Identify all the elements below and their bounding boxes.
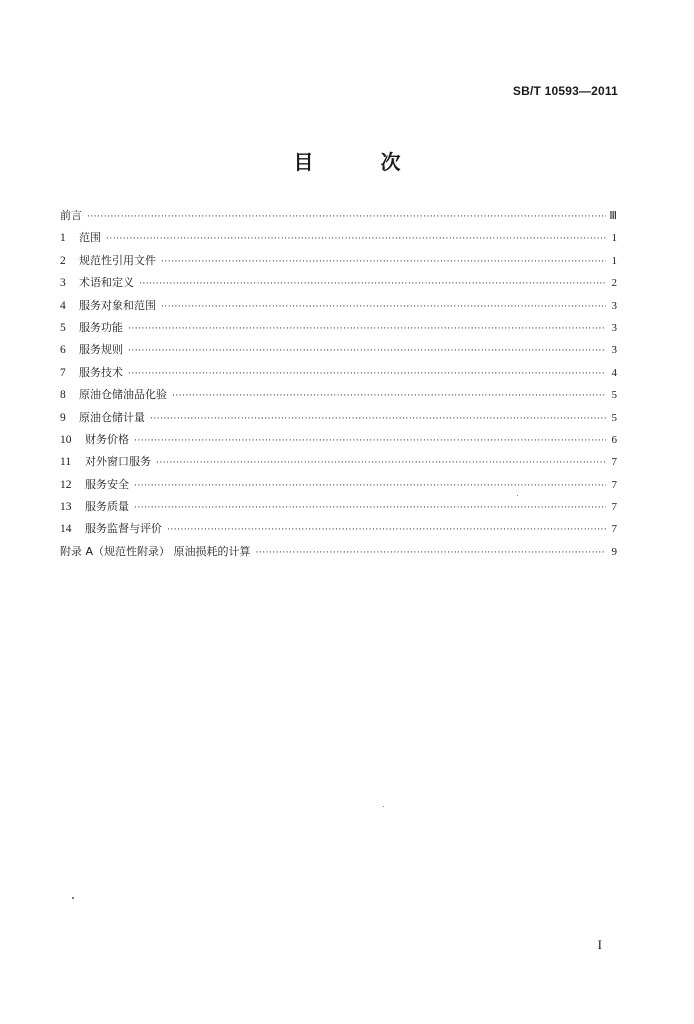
toc-entry-label: 范围	[79, 231, 101, 245]
toc-leader-dots	[167, 519, 606, 541]
toc-entry-page: 7	[611, 478, 617, 491]
toc-entry-page: 7	[611, 501, 617, 514]
toc-entry-page: 1	[611, 232, 617, 245]
toc-entry-number: 6	[60, 344, 66, 357]
page-title: 目 次	[293, 150, 431, 174]
toc-entry-page: 7	[611, 523, 617, 536]
toc-entry[interactable]	[60, 496, 617, 518]
toc-entry[interactable]	[60, 384, 617, 406]
toc-entry-number: 9	[60, 411, 66, 424]
toc-entry-label: 服务功能	[79, 320, 123, 334]
toc-entry[interactable]	[60, 429, 617, 451]
scan-speck	[383, 806, 384, 807]
toc-entry-label: 对外窗口服务	[85, 455, 151, 469]
toc-entry-label: 服务质量	[85, 500, 129, 514]
toc-entry-label: 规范性引用文件	[79, 253, 156, 267]
toc-entry[interactable]	[60, 407, 617, 429]
toc-entry-page: 3	[611, 344, 617, 357]
toc-entry-page: 3	[611, 321, 617, 334]
toc-entry-page: 5	[611, 389, 617, 402]
toc-leader-dots	[134, 497, 606, 519]
toc-leader-dots	[106, 228, 606, 250]
toc-entry-page: 9	[611, 545, 617, 558]
toc-leader-dots	[256, 542, 606, 564]
toc-entry-label: 服务监督与评价	[85, 522, 162, 536]
toc-leader-dots	[161, 296, 606, 318]
toc-entry[interactable]	[60, 250, 617, 272]
toc-entry-label: 服务规则	[79, 343, 123, 357]
toc-entry-number: 3	[60, 277, 66, 290]
toc-entry-label: 原油仓储油品化验	[79, 388, 167, 402]
toc-leader-dots	[172, 385, 606, 407]
toc-entry-number: 4	[60, 299, 66, 312]
toc-leader-dots	[128, 318, 606, 340]
toc-entry-foreword[interactable]	[60, 205, 617, 227]
toc-entry-number: 11	[60, 456, 72, 469]
toc-entry[interactable]	[60, 362, 617, 384]
toc-leader-dots	[134, 430, 606, 452]
toc-entry-label: 服务安全	[85, 477, 129, 491]
toc-leader-dots	[156, 452, 606, 474]
toc-entry-label: 服务对象和范围	[79, 298, 156, 312]
toc-entry-number: 10	[60, 433, 72, 446]
standard-code: SB/T 10593—2011	[512, 84, 618, 98]
toc-entry-page: 7	[611, 456, 617, 469]
toc-entry-label: 术语和定义	[79, 276, 134, 290]
toc-leader-dots	[134, 475, 606, 497]
toc-entry-page: 6	[611, 433, 617, 446]
toc-entry-number: 5	[60, 321, 66, 334]
toc-entry[interactable]	[60, 474, 617, 496]
toc-entry-label: 附录 A（规范性附录） 原油损耗的计算	[60, 544, 251, 558]
toc-entry[interactable]	[60, 317, 617, 339]
toc-leader-dots	[150, 408, 606, 430]
toc-entry-label: 服务技术	[79, 365, 123, 379]
toc-leader-dots	[161, 251, 606, 273]
toc-entry-label: 前言	[60, 209, 82, 222]
toc-entry-page: 2	[611, 277, 617, 290]
toc-entry-label: 原油仓储计量	[79, 410, 145, 424]
toc-entry-page: 5	[611, 411, 617, 424]
toc-leader-dots	[128, 340, 606, 362]
toc-entry-number: 8	[60, 389, 66, 402]
toc-entry[interactable]	[60, 518, 617, 540]
scan-speck	[72, 897, 74, 899]
toc-entry[interactable]	[60, 295, 617, 317]
toc-entry-number: 14	[60, 523, 72, 536]
toc-entry-label: 财务价格	[85, 432, 129, 446]
toc-entry-page: 3	[611, 299, 617, 312]
toc-entry-number: 12	[60, 478, 72, 491]
toc-leader-dots	[139, 273, 606, 295]
toc-entry-number: 13	[60, 501, 72, 514]
toc-entry-number: 7	[60, 366, 66, 379]
toc-leader-dots	[128, 363, 606, 385]
toc-entry[interactable]	[60, 272, 617, 294]
scan-speck	[517, 495, 518, 496]
toc-leader-dots	[87, 206, 606, 228]
toc-entry-page: Ⅲ	[609, 210, 617, 222]
toc-entry-appendix-a[interactable]	[60, 541, 617, 563]
toc-entry-page: 1	[611, 254, 617, 267]
toc-entry[interactable]	[60, 227, 617, 249]
page-number: I	[597, 937, 602, 952]
toc-entry[interactable]	[60, 339, 617, 361]
toc-entry-number: 1	[60, 232, 66, 245]
toc-entry-number: 2	[60, 254, 66, 267]
toc-entry[interactable]	[60, 451, 617, 473]
table-of-contents	[60, 205, 617, 563]
toc-entry-page: 4	[611, 366, 617, 379]
